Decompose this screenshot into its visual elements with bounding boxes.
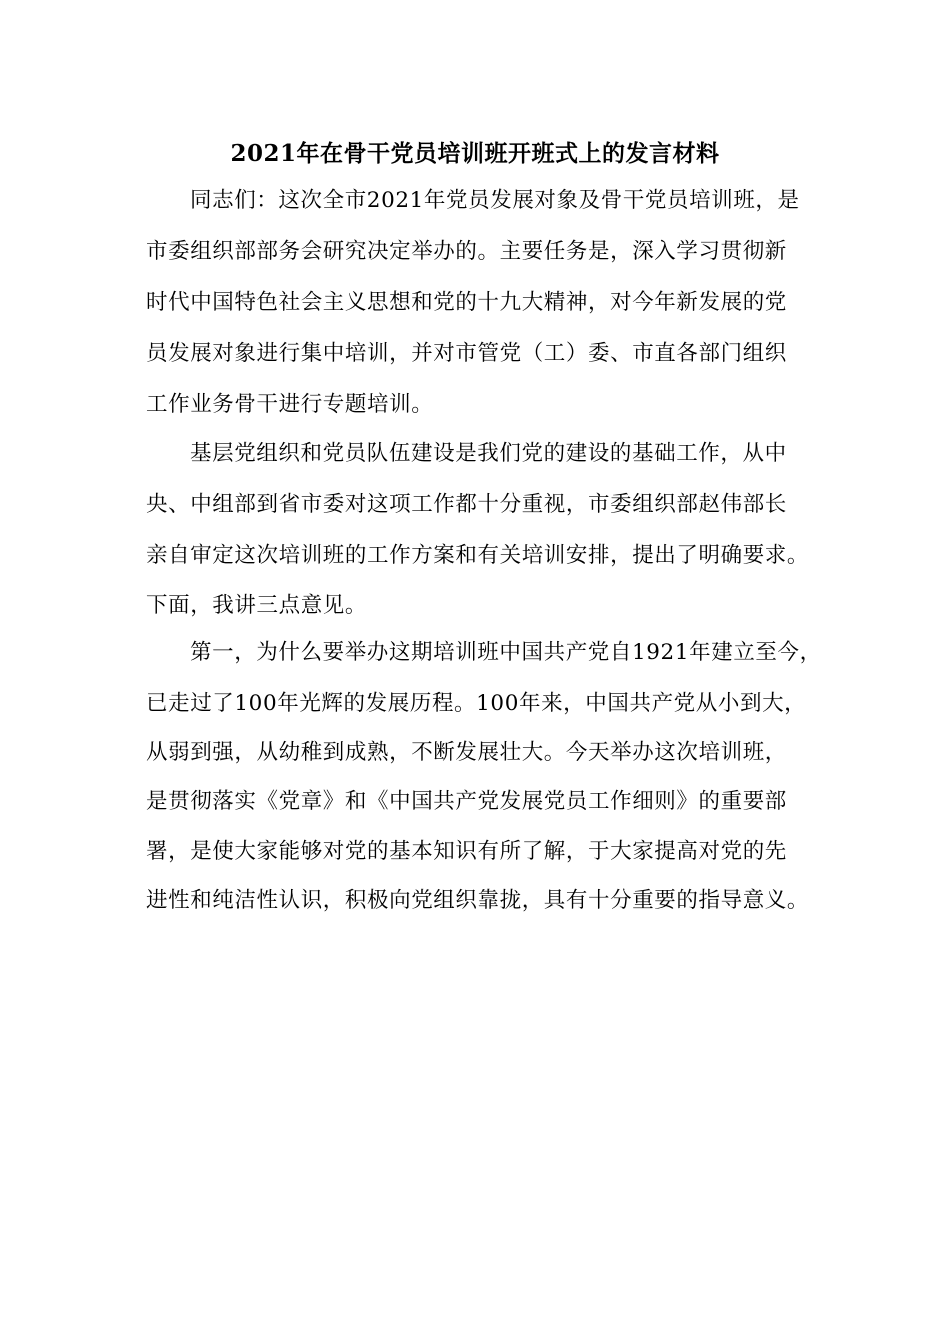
paragraph-3-line-5: 署，是使大家能够对党的基本知识有所了解，于大家提高对党的先 [146, 839, 787, 864]
paragraph-1-line-3: 时代中国特色社会主义思想和党的十九大精神，对今年新发展的党 [146, 290, 787, 315]
paragraph-1-line-1: 同志们：这次全市2021年党员发展对象及骨干党员培训班，是 [190, 188, 800, 213]
paragraph-2-line-2: 央、中组部到省市委对这项工作都十分重视，市委组织部赵伟部长 [146, 492, 787, 517]
paragraph-1-line-2: 市委组织部部务会研究决定举办的。主要任务是，深入学习贯彻新 [146, 239, 787, 264]
paragraph-2-line-1: 基层党组织和党员队伍建设是我们党的建设的基础工作，从中 [190, 441, 787, 466]
paragraph-3-line-1: 第一，为什么要举办这期培训班中国共产党自1921年建立至今， [190, 640, 822, 665]
paragraph-3-line-4: 是贯彻落实《党章》和《中国共产党发展党员工作细则》的重要部 [146, 789, 787, 814]
paragraph-2-line-4: 下面，我讲三点意见。 [146, 593, 368, 618]
document-title: 2021年在骨干党员培训班开班式上的发言材料 [230, 140, 720, 167]
paragraph-1-line-5: 工作业务骨干进行专题培训。 [146, 392, 434, 417]
paragraph-3-line-2: 已走过了100年光辉的发展历程。100年来，中国共产党从小到大， [146, 691, 807, 716]
paragraph-3-line-6: 进性和纯洁性认识，积极向党组织靠拢，具有十分重要的指导意义。 [146, 888, 810, 913]
paragraph-1-line-4: 员发展对象进行集中培训，并对市管党（工）委、市直各部门组织 [146, 341, 787, 366]
paragraph-3-line-3: 从弱到强，从幼稚到成熟，不断发展壮大。今天举办这次培训班， [146, 740, 787, 765]
paragraph-2-line-3: 亲自审定这次培训班的工作方案和有关培训安排，提出了明确要求。 [146, 543, 810, 568]
